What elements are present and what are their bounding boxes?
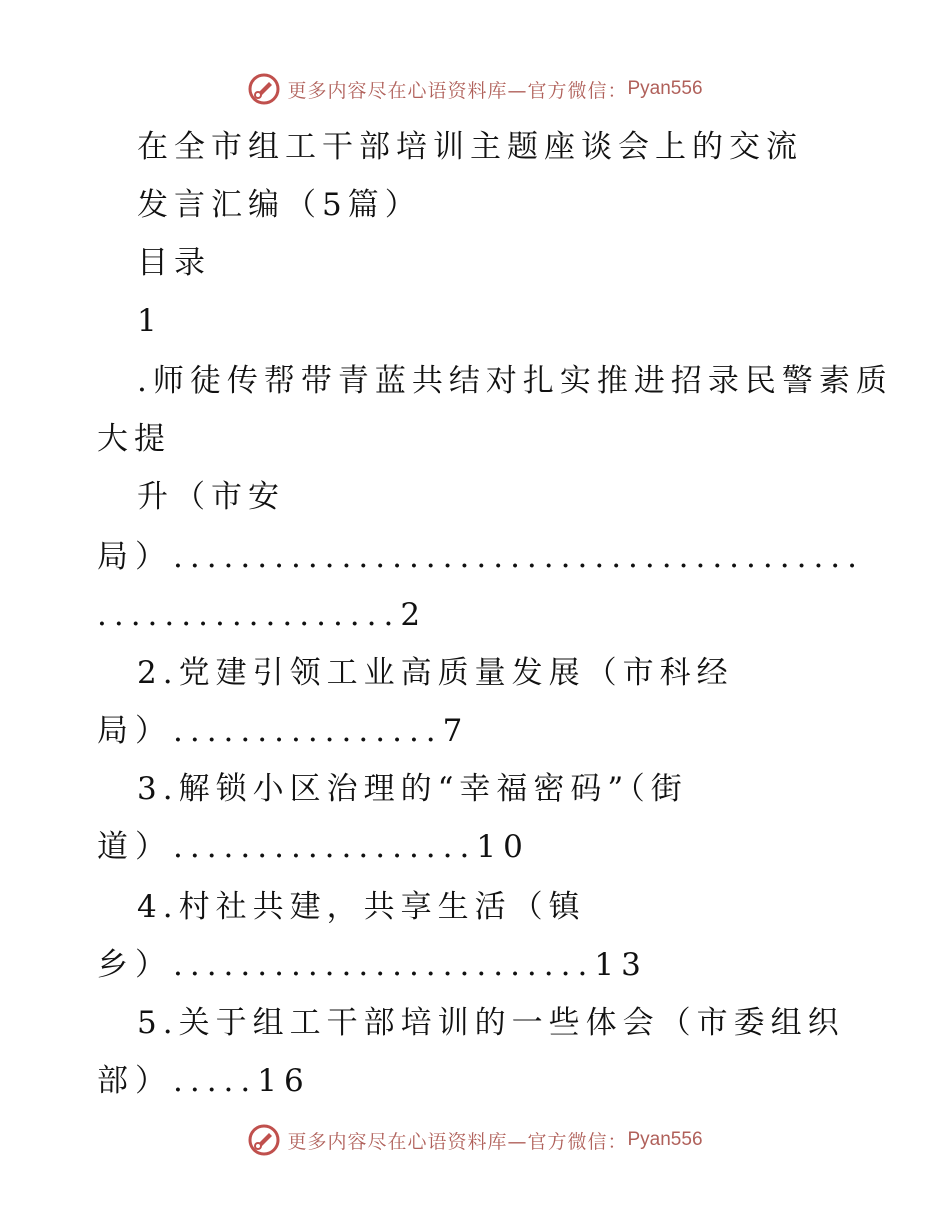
toc-item-5-line-1: 5.关于组工干部培训的一些体会（市委组织 bbox=[137, 1005, 845, 1041]
brand-logo-icon bbox=[247, 1123, 281, 1157]
document-title-line-1: 在全市组工干部培训主题座谈会上的交流 bbox=[137, 129, 803, 165]
toc-item-5-page: 部）.....16 bbox=[97, 1063, 311, 1099]
toc-item-2-line-1: 2.党建引领工业高质量发展（市科经 bbox=[137, 655, 734, 691]
watermark-id: Pyan556 bbox=[627, 1129, 703, 1150]
document-title-line-2: 发言汇编（5篇） bbox=[137, 187, 422, 223]
brand-logo-icon bbox=[247, 72, 281, 106]
toc-item-1-line-2: 大提 bbox=[97, 421, 171, 457]
watermark-id: Pyan556 bbox=[627, 78, 703, 99]
watermark-text: 更多内容尽在心语资料库—官方微信： bbox=[287, 1130, 628, 1153]
footer-watermark bbox=[0, 1123, 950, 1157]
header-watermark bbox=[0, 72, 950, 106]
toc-item-1-line-3: 升（市安 bbox=[137, 479, 285, 515]
toc-item-1-number: 1 bbox=[137, 303, 163, 339]
toc-item-4-page: 乡）.........................13 bbox=[97, 947, 648, 983]
toc-item-4-line-1: 4.村社共建，共享生活（镇 bbox=[137, 889, 586, 925]
toc-heading: 目录 bbox=[137, 245, 211, 281]
toc-item-2-page: 局）................7 bbox=[97, 713, 470, 749]
watermark-text: 更多内容尽在心语资料库—官方微信： bbox=[287, 79, 628, 102]
toc-item-1-page: ..................2 bbox=[97, 597, 428, 633]
toc-item-1-line-4: 局）......................................... bbox=[97, 539, 865, 575]
toc-item-1-line-1: .师徒传帮带青蓝共结对扎实推进招录民警素质 bbox=[137, 363, 893, 399]
toc-item-3-page: 道）..................10 bbox=[97, 829, 530, 865]
toc-item-3-line-1: 3.解锁小区治理的“幸福密码”（街 bbox=[137, 771, 688, 807]
